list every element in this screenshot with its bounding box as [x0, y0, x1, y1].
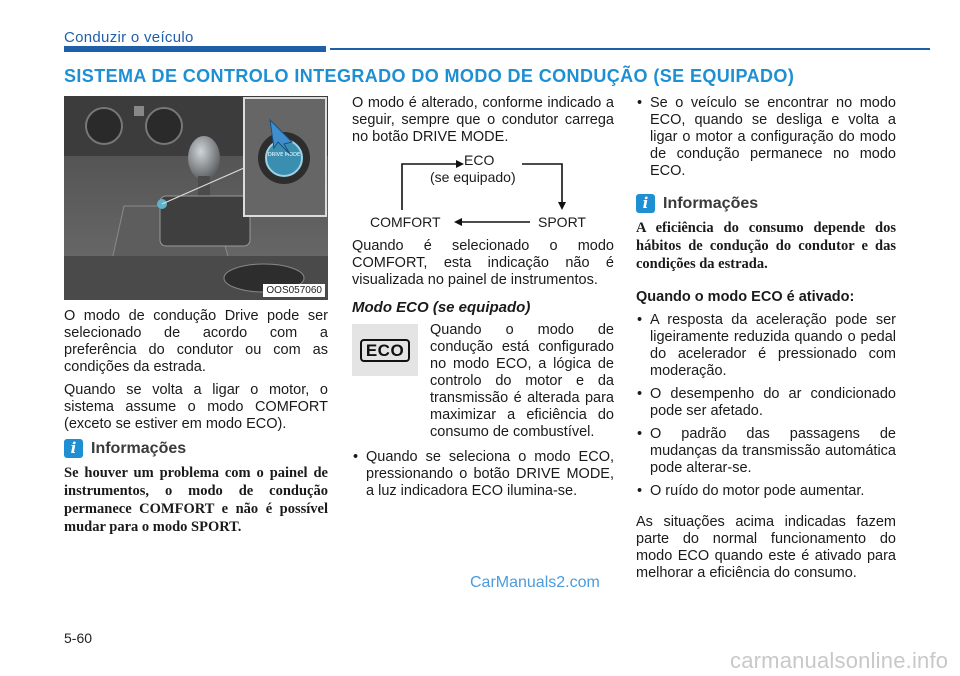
diagram-sport-label: SPORT	[538, 214, 586, 230]
info-icon: i	[64, 439, 83, 458]
eco-icon-label: ECO	[360, 339, 410, 362]
restart-eco-bullets	[636, 95, 896, 180]
header-rule-thick	[64, 46, 326, 52]
page-title: SISTEMA DE CONTROLO INTEGRADO DO MODO DE CONDUÇÃO (SE EQUIPADO)	[64, 66, 795, 86]
eco-mode-text: Quando o modo de condução está configurado no modo ECO, a lógica de controlo do motor e da transmissão é alterada para maximizar a eficiência do consumo de combustível.	[430, 322, 614, 440]
closing-paragraph: As situações acima indicadas fazem parte do normal funcionamento do modo ECO quando este é ativado para melhorar a eficiência do consumo.	[636, 514, 896, 581]
info-text: Se houver um problema com o painel de instrumentos, o modo de condução permanece COMFORT e não é possível mudar para o modo SPORT.	[64, 465, 328, 535]
diagram-comfort-label: COMFORT	[370, 214, 441, 230]
eco-indicator-icon	[352, 324, 418, 376]
restart-paragraph: Quando se volta a ligar o motor, o sistema assume o modo COMFORT (exceto se estiver em modo ECO).	[64, 382, 328, 432]
mode-cycle-diagram	[352, 152, 614, 234]
column-2	[352, 95, 614, 506]
console-illustration	[64, 96, 328, 300]
eco-mode-subheading: Modo ECO (se equipado)	[352, 299, 531, 316]
diagram-eco-label: ECO	[464, 152, 495, 168]
info-title: Informações	[663, 195, 759, 212]
list-item: • O desempenho do ar condicionado pode ser afetado.	[636, 386, 896, 420]
list-item: • Se o veículo se encontrar no modo ECO, quando se desliga e volta a ligar o motor a configuração do modo de condução permanece no modo ECO.	[636, 95, 896, 180]
header-rule-thin	[330, 48, 930, 50]
list-item: • O ruído do motor pode aumentar.	[636, 483, 896, 500]
eco-bullets	[352, 449, 614, 500]
info-header-1	[64, 439, 328, 458]
intro-paragraph: O modo de condução Drive pode ser selecionado de acordo com a preferência do condutor ou com as condições da estrada.	[64, 308, 328, 375]
section-header-label: Conduzir o veículo	[64, 29, 194, 46]
page-number: 5-60	[64, 630, 93, 646]
drive-mode-button-label: DRIVE MODE	[267, 152, 301, 158]
mode-change-paragraph: O modo é alterado, conforme indicado a seguir, sempre que o condutor carrega no botão DRIVE MODE.	[352, 95, 614, 145]
info-text: A eficiência do consumo depende dos hábitos de condução do condutor e das condições da estrada.	[636, 220, 896, 272]
list-item: • Quando se seleciona o modo ECO, pressionando o botão DRIVE MODE, a luz indicadora ECO ilumina-se.	[352, 449, 614, 500]
info-icon: i	[636, 194, 655, 213]
diagram-eco-sub-label: (se equipado)	[430, 169, 516, 185]
footer-watermark: carmanualsonline.info	[730, 648, 949, 673]
list-item: • O padrão das passagens de mudanças da transmissão automática pode alterar-se.	[636, 426, 896, 477]
console-photo	[64, 96, 328, 300]
comfort-paragraph: Quando é selecionado o modo COMFORT, esta indicação não é visualizada no painel de instrumentos.	[352, 238, 614, 288]
eco-active-heading: Quando o modo ECO é ativado:	[636, 289, 855, 305]
column-1	[64, 308, 328, 542]
column-3	[636, 95, 896, 588]
info-title: Informações	[91, 440, 187, 457]
watermark-text: CarManuals2.com	[470, 574, 600, 591]
list-item: • A resposta da aceleração pode ser ligeiramente reduzida quando o pedal do acelerador é pressionado com moderação.	[636, 312, 896, 380]
eco-active-bullets	[636, 312, 896, 500]
eco-mode-block	[352, 322, 614, 441]
info-header-2	[636, 194, 896, 213]
photo-caption: OOS057060	[263, 284, 325, 297]
